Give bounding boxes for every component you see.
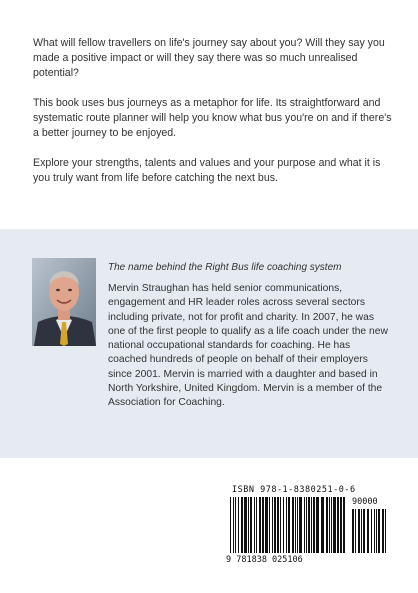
barcode-bar (256, 497, 257, 553)
intro-paragraph-2: This book uses bus journeys as a metaphor for life. Its straightforward and systematic route planner will help you know what bus you're on and if there's a better journey to be enjoyed. (33, 97, 392, 139)
barcode-bars (226, 495, 389, 557)
barcode-bar (340, 497, 342, 553)
barcode-addon-bar (376, 509, 377, 553)
barcode-bar (337, 497, 339, 553)
barcode-bar (241, 497, 243, 553)
barcode-bar (311, 497, 312, 553)
barcode-bar (313, 497, 315, 553)
barcode-bar (306, 497, 307, 553)
barcode-bar (250, 497, 252, 553)
barcode-bar (288, 497, 290, 553)
barcode-addon-bar (367, 509, 369, 553)
barcode-bar (283, 497, 284, 553)
barcode-bar (274, 497, 276, 553)
barcode-bar (262, 497, 264, 553)
barcode-bar (286, 497, 287, 553)
barcode-bar (343, 497, 345, 553)
barcode-bar (316, 497, 319, 553)
barcode-addon-bar (371, 509, 372, 553)
barcode-addon-bar (385, 509, 386, 553)
barcode-bar (304, 497, 305, 553)
barcode-bar (259, 497, 261, 553)
author-bio: Mervin Straughan has held senior communications, engagement and HR leader roles across several sectors including private, not for profit and charity. In 2007, he was one of the first people to qualify as a life coach under the new national occupational standards for coaching. He has coached hundreds of people on behalf of their employers since 2001. Mervin is married with a daughter and based in North Yorkshire, United Kingdom. Mervin is a member of the Association for Coaching. (108, 283, 388, 409)
barcode-bar (329, 497, 330, 553)
barcode-bar (233, 497, 234, 553)
barcode-addon-bar (355, 509, 356, 553)
barcode-bar (299, 497, 302, 553)
barcode-bar (248, 497, 249, 553)
barcode-addon-bar (358, 509, 360, 553)
barcode-digits: 9 781838 025106 (226, 555, 303, 565)
isbn-text: ISBN 978-1-8380251-0-6 (232, 485, 356, 495)
barcode-bar (321, 497, 324, 553)
barcode-bar (265, 497, 268, 553)
barcode-bar (297, 497, 298, 553)
barcode-bar (235, 497, 236, 553)
barcode-bar (269, 497, 270, 553)
barcode-addon-bar (382, 509, 384, 553)
barcode-bar (292, 497, 294, 553)
barcode-bar (295, 497, 296, 553)
barcode-bar (272, 497, 273, 553)
isbn-barcode (226, 485, 389, 569)
barcode-addon-bar (363, 509, 365, 553)
barcode-bar (331, 497, 332, 553)
barcode-bar (308, 497, 310, 553)
author-photo (32, 258, 96, 346)
barcode-addon-bar (361, 509, 362, 553)
barcode-bar (333, 497, 336, 553)
barcode-addon-bar (352, 509, 354, 553)
intro-paragraph-1: What will fellow travellers on life's journey say about you? Will they say you made a positive impact or will they say there was so much unrealised potential? (33, 37, 385, 79)
intro-paragraph-3: Explore your strengths, talents and values and your purpose and what it is you truly want from life before catching the next bus. (33, 157, 381, 184)
barcode-bar (238, 497, 239, 553)
barcode-bar (280, 497, 281, 553)
barcode-bar (244, 497, 247, 553)
author-heading: The name behind the Right Bus life coaching system (108, 262, 342, 273)
intro-text (33, 36, 395, 201)
barcode-addon-bar (374, 509, 375, 553)
barcode-bar (326, 497, 328, 553)
barcode-bar (254, 497, 255, 553)
author-portrait-image (32, 258, 96, 346)
barcode-addon-bar (378, 509, 380, 553)
barcode-bar (277, 497, 279, 553)
barcode-bar (230, 497, 231, 553)
barcode-addon-digits: 90000 (352, 497, 378, 507)
